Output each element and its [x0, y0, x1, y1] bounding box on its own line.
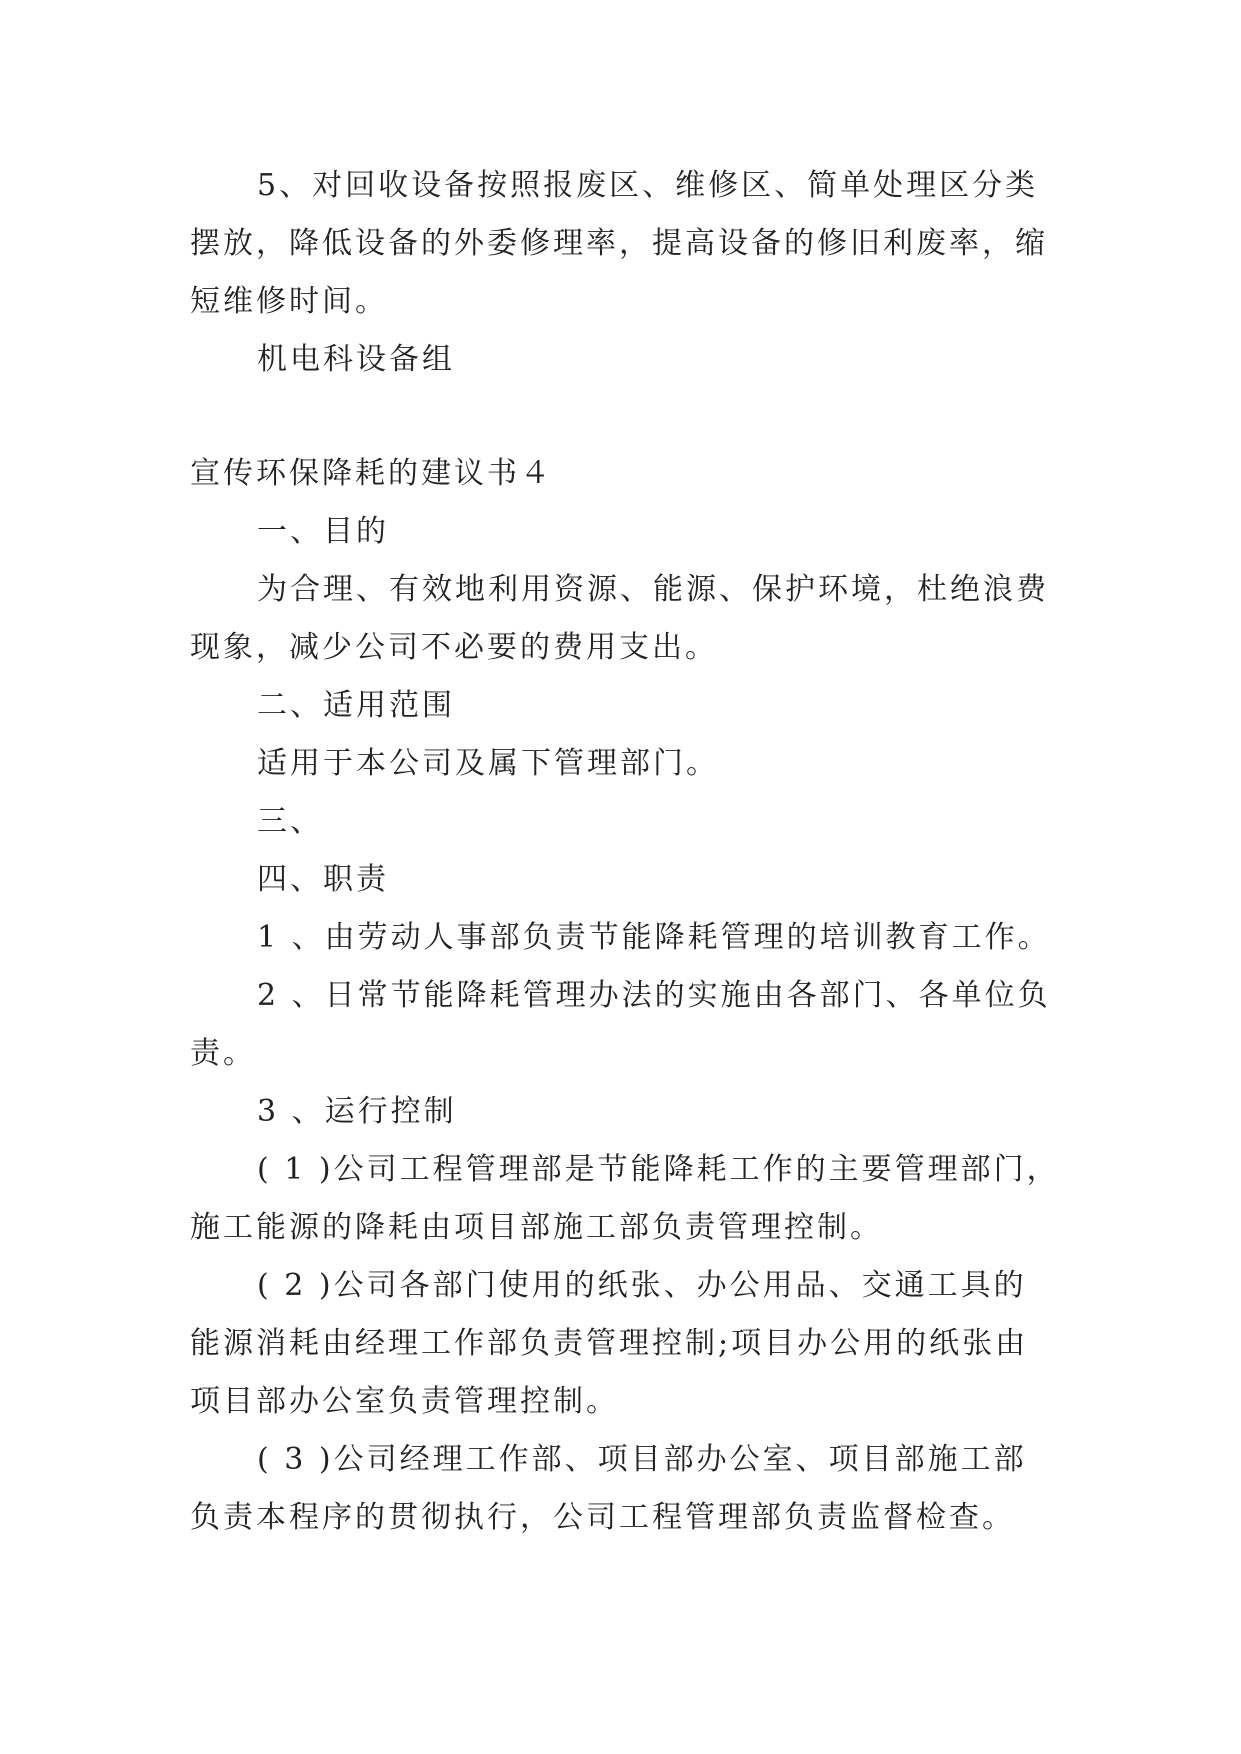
paragraph-line: 现象，减少公司不必要的费用支出。: [190, 630, 718, 665]
heading-purpose: 一、目的: [257, 514, 389, 549]
heading-duties: 四、职责: [257, 862, 389, 897]
list-item: ( 3 )公司经理工作部、项目部办公室、项目部施工部: [257, 1442, 1027, 1477]
heading-scope: 二、适用范围: [257, 688, 455, 723]
list-item: ( 1 )公司工程管理部是节能降耗工作的主要管理部门，: [257, 1152, 1060, 1187]
paragraph-line: 适用于本公司及属下管理部门。: [257, 746, 719, 781]
paragraph-line: 项目部办公室负责管理控制。: [190, 1384, 619, 1419]
heading-three: 三、: [257, 804, 323, 839]
section-title: 宣传环保降耗的建议书４: [190, 456, 553, 491]
paragraph-line: 负责本程序的贯彻执行，公司工程管理部负责监督检查。: [190, 1500, 1015, 1535]
list-item: ( 2 )公司各部门使用的纸张、办公用品、交通工具的: [257, 1268, 1027, 1303]
paragraph-line: 5、对回收设备按照报废区、维修区、简单处理区分类: [257, 168, 1039, 203]
list-item: 3 、运行控制: [257, 1094, 457, 1129]
paragraph-line: 能源消耗由经理工作部负责管理控制;项目办公用的纸张由: [190, 1326, 1029, 1361]
paragraph-line: 施工能源的降耗由项目部施工部负责管理控制。: [190, 1210, 883, 1245]
list-item: 1 、由劳动人事部负责节能降耗管理的培训教育工作。: [257, 920, 1051, 955]
signature-line: 机电科设备组: [257, 342, 455, 377]
paragraph-line: 摆放，降低设备的外委修理率，提高设备的修旧利废率，缩: [190, 226, 1048, 261]
list-item: 2 、日常节能降耗管理办法的实施由各部门、各单位负: [257, 978, 1051, 1013]
paragraph-line: 短维修时间。: [190, 284, 388, 319]
paragraph-line: 责。: [190, 1036, 256, 1071]
paragraph-line: 为合理、有效地利用资源、能源、保护环境，杜绝浪费: [257, 572, 1049, 607]
